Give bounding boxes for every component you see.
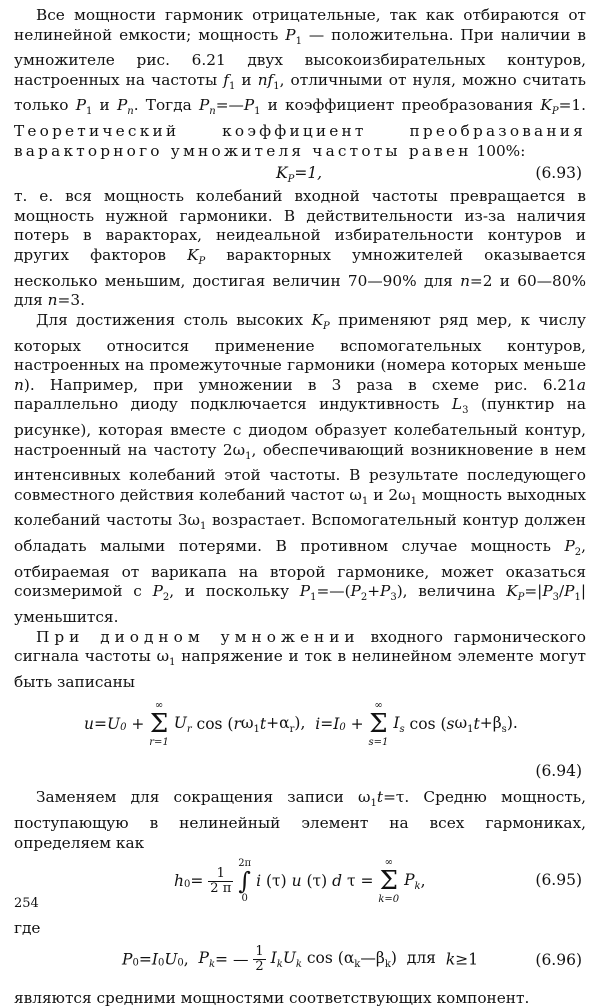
paragraph-3: Для достижения столь высоких $K_P$ применяют ряд мер, к числу которых относится применение вспомогательных контуров, настроенных на промежуточные гармоники (номера которых меньше n). Например, при умножении в 3 раза в схеме рис. 6.21а параллельно диоду подключается индуктивность $L_3$ (пунктир на рисунке), которая вместе с диодом образует колебательный контур, настроенный на частоту $2\omega_1$, обеспечивающий возникновение в нем интенсивных колебаний этой частоты. В результате последующего совместного действия колебаний частот $\omega_1$ и $2\omega_1$ мощность выходных колебаний частоты $3\omega_1$ возрастает. Вспомогательный контур должен обладать малыми потерями. В противном случае мощность $P_2$, отбираемая от варикапа на второй гармонике, может оказаться соизмеримой с $P_2$, и поскольку $P_1=—(P_2+P_3)$, величина $K_P=|P_3/P_1|$ уменьшится. [14,310,586,626]
paragraph-1: Все мощности гармоник отрицательные, так как отбираются от нелинейной емкости; мощность $P_1$ — положительна. При наличии в умножителе рис. 6.21 двух высокоизбирательных контуров, настроенных на частоты $f_1$ и $nf_1$, отличными от нуля, можно считать только $P_1$ и $P_n$. Тогда $P_n=—P_1$ и коэффициент преобразования $K_P=1$. Теоретический коэффициент преобразования варакторного умножителя частоты равен 100%: [14,6,587,160]
equation-6-96: $P_0=I_0U_0$, $P_k=$ — $\frac{1}{2}$ $I_kU_k$ $\cos (\alpha_k—\beta_k)$ для k≥1 (6.96) [122,943,582,974]
paragraph-5: Заменяем для сокращения записи $\omega_1t=\tau$. Средню мощность, поступающую в нелинейный элемент на всех гармониках, определяем как [14,788,586,852]
equation-6-93: $K_P=1$, (6.93) [276,164,582,186]
page-number: 254 [14,896,39,911]
paragraph-7: являются средними мощностями соответствующих компонент. [14,988,530,1007]
paragraph-6: где [14,919,41,938]
paragraph-2: т. е. вся мощность колебаний входной частоты превращается в мощность нужной гармоники. В действительности из-за наличия потерь в варакторах, неидеальной избирательности контуров и других факторов $K_P$ варакторных умножителей оказывается несколько меньшим, достигая величин 70—90% для n=2 и 60—80% для n=3. [14,187,587,310]
equation-6-95: $h_0=$ $\frac{1}{2 \pi}$ 2π ∫ 0 i (τ) u (τ) d τ = ∞ Σ k=0 $P_k$, (6.95) [174,857,582,906]
equation-6-94: $u=U_0$ + ∞ Σ r=1 $U_r$ $\cos (r\omega_1t+\alpha_r)$, $i=I_0$ + ∞ Σ s=1 $I_s$ $\cos (s\omega_1t+\beta_s)$. (6.94) [84,700,582,781]
document-page [14,6,586,1008]
paragraph-4: При диодном умножении входного гармонического сигнала частоты $\omega_1$ напряжение и ток в нелинейном элементе могут быть записаны [14,627,586,691]
